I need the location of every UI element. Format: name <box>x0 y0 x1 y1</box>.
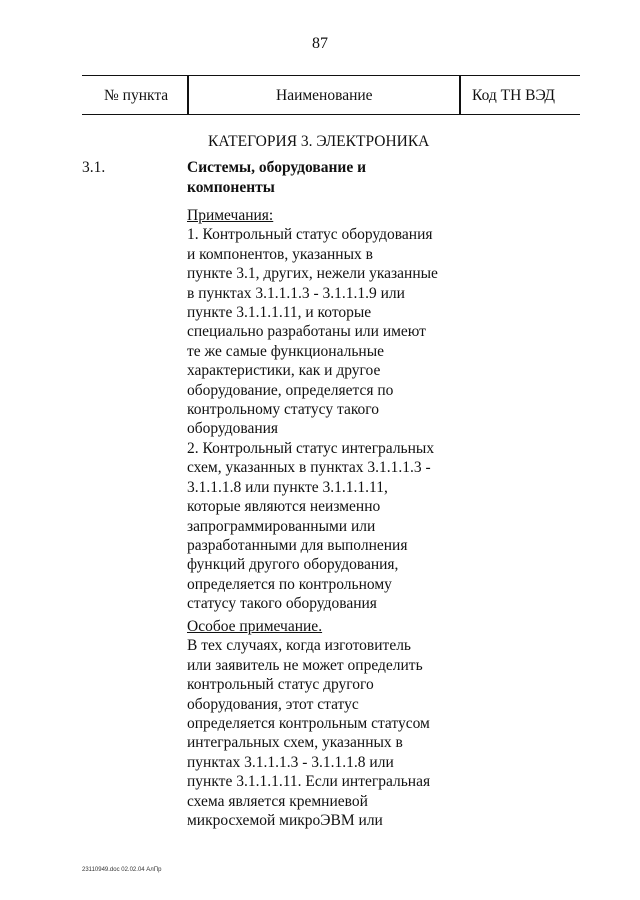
special-note-line: оборудования, этот статус <box>187 695 359 713</box>
special-note-line: В тех случаях, когда изготовитель <box>187 637 412 655</box>
notes-line: определяется по контрольному <box>187 575 392 593</box>
item-title <box>187 158 427 198</box>
item-number: 3.1. <box>82 159 106 176</box>
special-note-line: контрольный статус другого <box>187 676 374 694</box>
notes-line: функций другого оборудования, <box>187 556 399 574</box>
notes-line: которые являются неизменно <box>187 498 381 516</box>
item-title-line: компоненты <box>187 179 275 196</box>
notes-line: 2. Контрольный статус интегральных <box>187 439 435 457</box>
notes-line: оборудования <box>187 420 279 438</box>
special-note-line: микросхемой микроЭВМ или <box>187 812 383 830</box>
notes-heading: Примечания: <box>187 207 274 224</box>
notes-line: запрограммированными или <box>187 517 376 535</box>
notes-line: контрольному статусу такого <box>187 401 380 419</box>
notes-line: статусу такого оборудования <box>187 595 377 613</box>
footer-document-id: 23110949.doc 02.02.04 АлПр <box>82 867 162 873</box>
notes-line: пункте 3.1, других, нежели указанные <box>187 265 438 283</box>
special-note-line: определяется контрольным статусом <box>187 715 430 733</box>
notes-line: пункте 3.1.1.1.11, и которые <box>187 304 372 322</box>
notes-block <box>187 206 477 614</box>
notes-line: в пунктах 3.1.1.1.3 - 3.1.1.1.9 или <box>187 284 405 302</box>
column-header-number: № пункта <box>104 87 169 104</box>
special-note-line: пунктах 3.1.1.1.3 - 3.1.1.1.8 или <box>187 753 394 771</box>
special-note-heading: Особое примечание. <box>187 618 323 635</box>
column-divider <box>459 76 461 114</box>
notes-line: оборудование, определяется по <box>187 381 394 399</box>
special-note-line: интегральных схем, указанных в <box>187 734 403 752</box>
category-title: КАТЕГОРИЯ 3. ЭЛЕКТРОНИКА <box>208 133 430 150</box>
notes-line: разработанными для выполнения <box>187 536 408 554</box>
special-note-line: пункте 3.1.1.1.11. Если интегральная <box>187 773 431 791</box>
notes-line: характеристики, как и другое <box>187 362 381 380</box>
table-header <box>82 75 580 115</box>
notes-line: 1. Контрольный статус оборудования <box>187 226 433 244</box>
notes-line: схем, указанных в пунктах 3.1.1.1.3 - <box>187 459 431 477</box>
column-header-name: Наименование <box>276 87 373 104</box>
column-header-code: Код ТН ВЭД <box>472 87 556 104</box>
notes-line: те же самые функциональные <box>187 342 384 360</box>
item-title-line: Системы, оборудование и <box>187 159 367 176</box>
special-note-block <box>187 617 477 830</box>
page-number: 87 <box>312 35 328 52</box>
special-note-line: схема является кремниевой <box>187 792 368 810</box>
special-note-line: или заявитель не может определить <box>187 656 423 674</box>
column-divider <box>187 76 189 114</box>
notes-line: специально разработаны или имеют <box>187 323 426 341</box>
notes-line: 3.1.1.1.8 или пункте 3.1.1.1.11, <box>187 478 388 496</box>
notes-line: и компонентов, указанных в <box>187 245 373 263</box>
